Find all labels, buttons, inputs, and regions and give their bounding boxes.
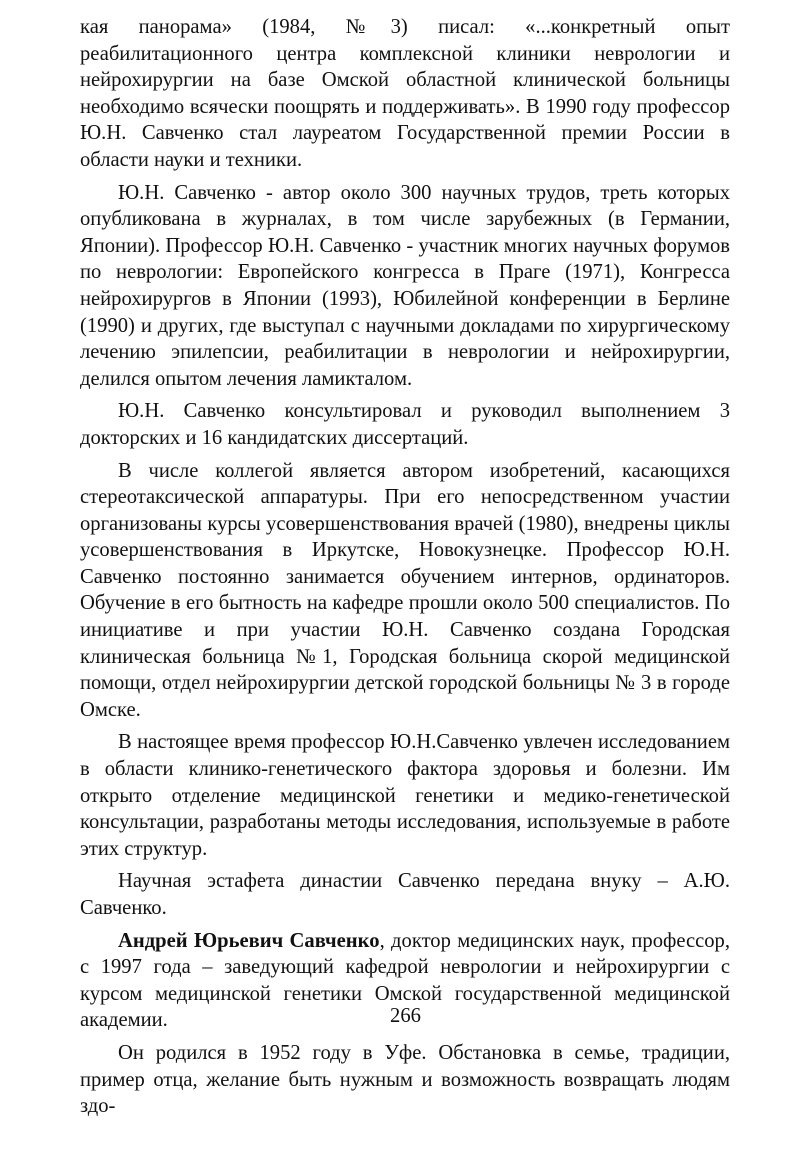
paragraph-1: кая панорама» (1984, №3) писал: «...конкретный опыт реабилитационного центра комплексной клиники неврологии и нейрохирургии на базе Омской областной клинической больницы необходимо всячески поощрять и поддерживать». В 1990 году профессор Ю.Н. Савченко стал лауреатом Государственной премии России в области науки и техники. [80, 16, 730, 171]
paragraph-6: Научная эстафета династии Савченко передана внуку – А.Ю. Савченко. [80, 870, 730, 919]
paragraph-8: Он родился в 1952 году в Уфе. Обстановка в семье, традиции, пример отца, желание быть нужным и возможность возвращать людям здо- [80, 1041, 730, 1118]
bold-name-lead: Андрей Юрьевич Савченко [118, 929, 380, 952]
paragraph-5: В настоящее время профессор Ю.Н.Савченко увлечен исследованием в области клинико-генетического фактора здоровья и болезни. Им открыто отделение медицинской генетики и медико-генетической консультации, разработаны методы исследования, используемые в работе этих структур. [80, 731, 730, 860]
paragraph-3: Ю.Н. Савченко консультировал и руководил выполнением 3 докторских и 16 кандидатских диссертаций. [80, 400, 730, 449]
page-number: 266 [390, 1005, 421, 1027]
paragraph-2: Ю.Н. Савченко - автор около 300 научных трудов, треть которых опубликована в журналах, в том числе зарубежных (в Германии, Японии). Профессор Ю.Н. Савченко - участник многих научных форумов по неврологии: Европейского конгресса в Праге (1971), Конгресса нейрохирургов в Японии (1993), Юбилейной конференции в Берлине (1990) и других, где выступал с научными докладами по хирургическому лечению эпилепсии, реабилитации в неврологии и нейрохирургии, делился опытом лечения ламикталом. [80, 181, 730, 390]
paragraph-4: В числе коллегой является автором изобретений, касающихся стереотаксической аппаратуры. При его непосредственном участии организованы курсы усовершенствования врачей (1980), внедрены циклы усовершенствования в Иркутске, Новокузнецке. Профессор Ю.Н. Савченко постоянно занимается обучением интернов, ординаторов. Обучение в его бытность на кафедре прошли около 500 специалистов. По инициативе и при участии Ю.Н. Савченко создана Городская клиническая больница №1, Городская больница скорой медицинской помощи, отдел нейрохирургии детской городской больницы № 3 в городе Омске. [80, 459, 730, 721]
page-body [80, 14, 730, 1126]
paragraph-7-text: , доктор медицинских наук, профессор, с 1997 года – заведующий кафедрой неврологии и нейрохирургии с курсом медицинской генетики Омской государственной медицинской академии. [80, 929, 731, 1032]
